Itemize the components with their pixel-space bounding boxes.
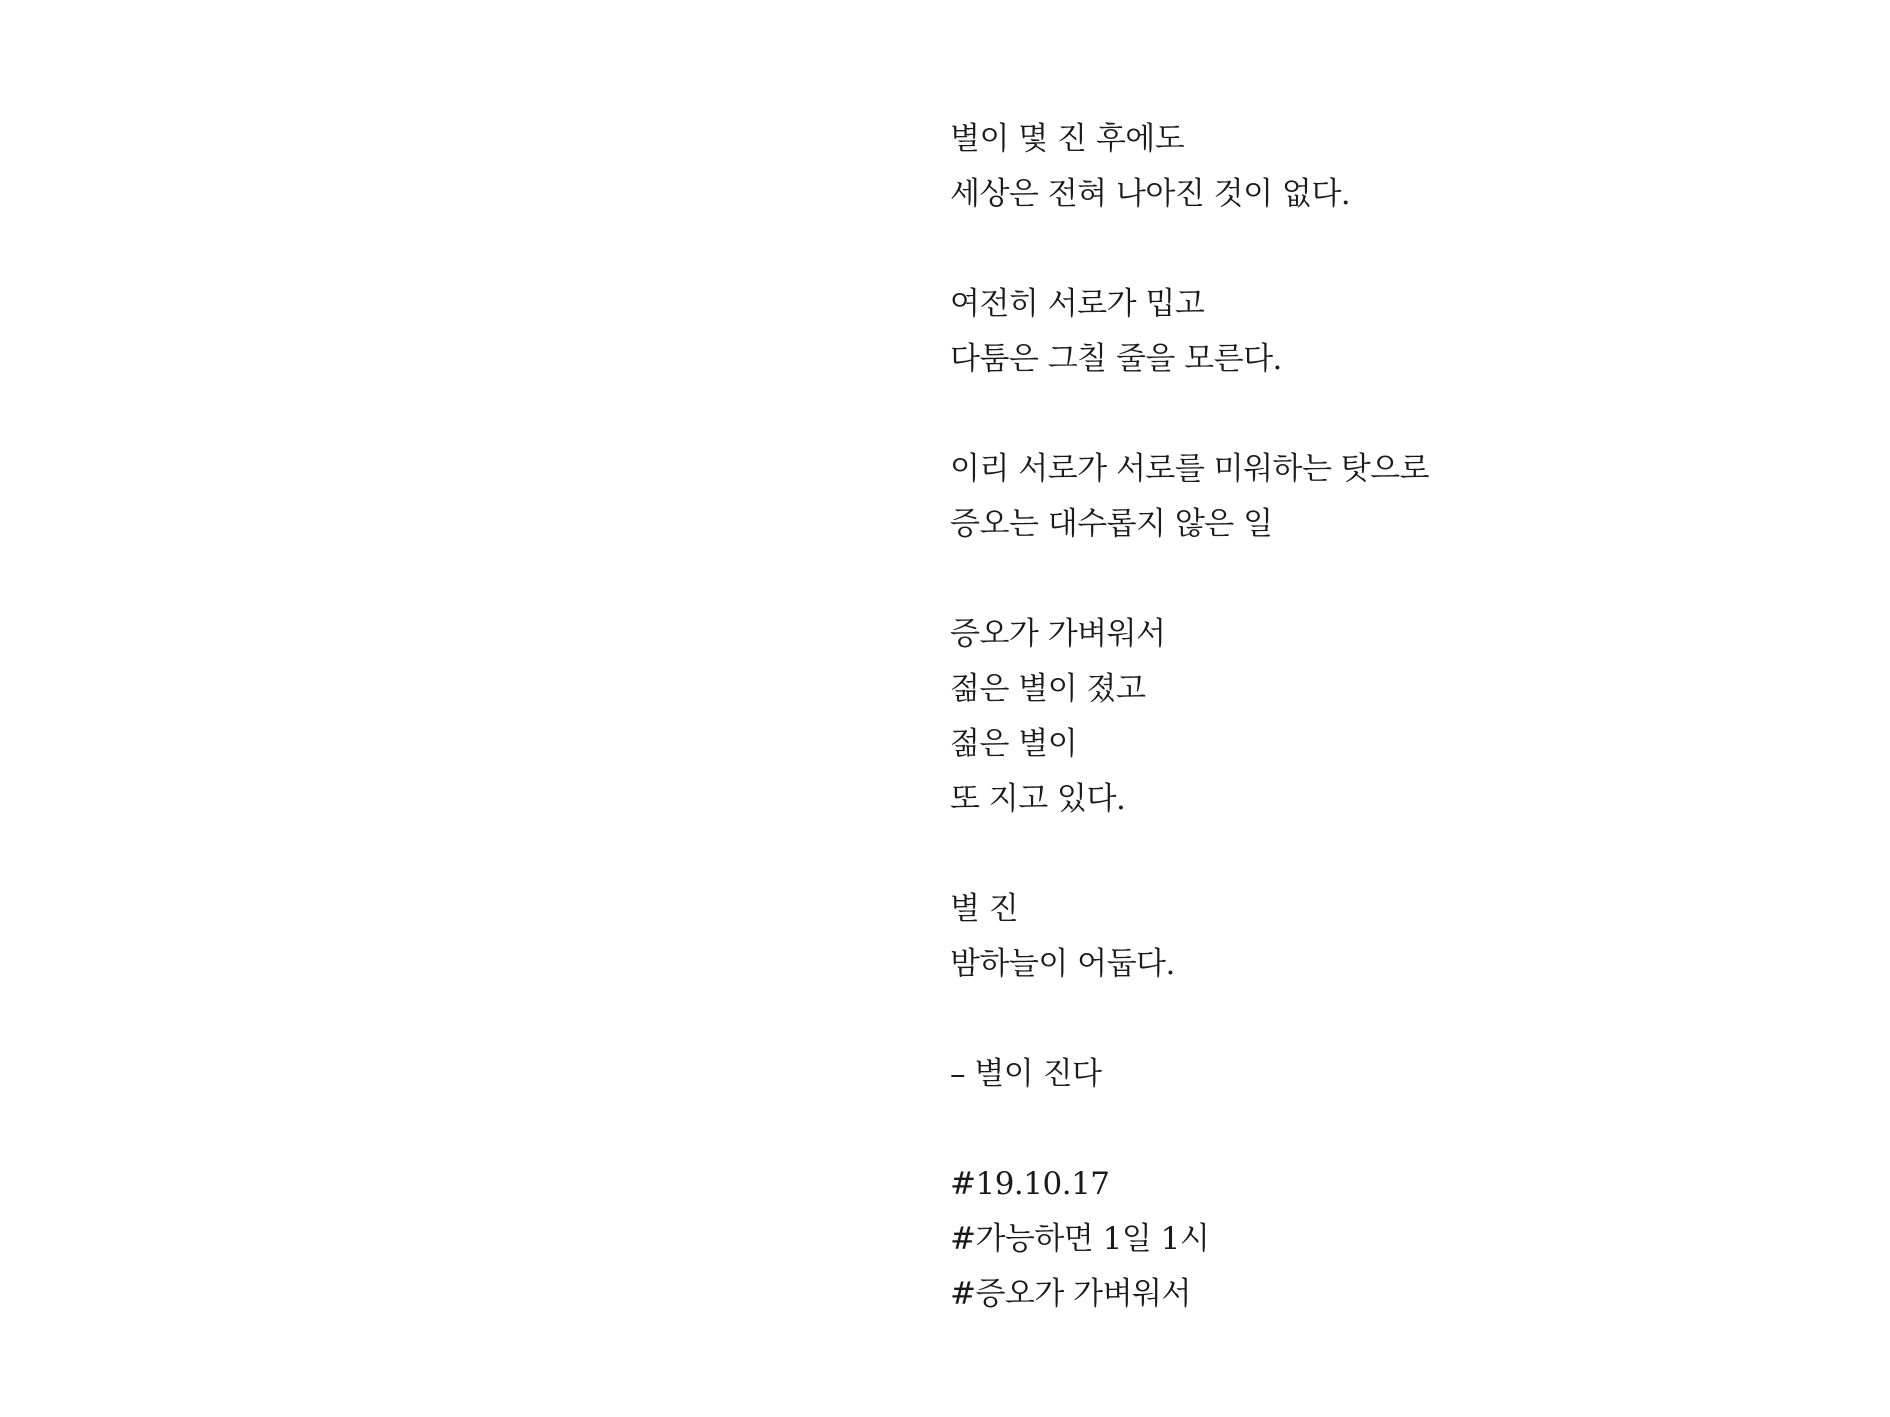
poem-line: 세상은 전혀 나아진 것이 없다. (950, 176, 1351, 212)
poem-title-stanza (950, 1047, 1850, 1102)
poem-line: 증오가 가벼워서 (950, 616, 1166, 652)
poem-line: 밤하늘이 어둡다. (950, 946, 1175, 982)
hashtag-series: #가능하면 1일 1시 (950, 1221, 1210, 1257)
hashtag-list (950, 1157, 1850, 1322)
poem-line: 다툼은 그칠 줄을 모른다. (950, 341, 1282, 377)
stanza-4 (950, 607, 1850, 827)
stanza-5 (950, 882, 1850, 992)
poem-line: 증오는 대수롭지 않은 일 (950, 506, 1273, 542)
stanza-2 (950, 277, 1850, 387)
poem-line: 젊은 별이 (950, 726, 1078, 762)
hashtag-topic: #증오가 가벼워서 (950, 1276, 1191, 1312)
poem-line: 또 지고 있다. (950, 781, 1126, 817)
stanza-1 (950, 112, 1850, 222)
poem-line: 별 진 (950, 891, 1019, 927)
stanza-3 (950, 442, 1850, 552)
poem-title: – 별이 진다 (950, 1056, 1102, 1092)
hashtag-date: #19.10.17 (950, 1166, 1110, 1202)
poem-line: 젊은 별이 졌고 (950, 671, 1146, 707)
poem-line: 여전히 서로가 밉고 (950, 286, 1205, 322)
poem-text (950, 112, 1850, 1322)
poem-line: 별이 몇 진 후에도 (950, 121, 1185, 157)
poem-line: 이리 서로가 서로를 미워하는 탓으로 (950, 451, 1430, 487)
